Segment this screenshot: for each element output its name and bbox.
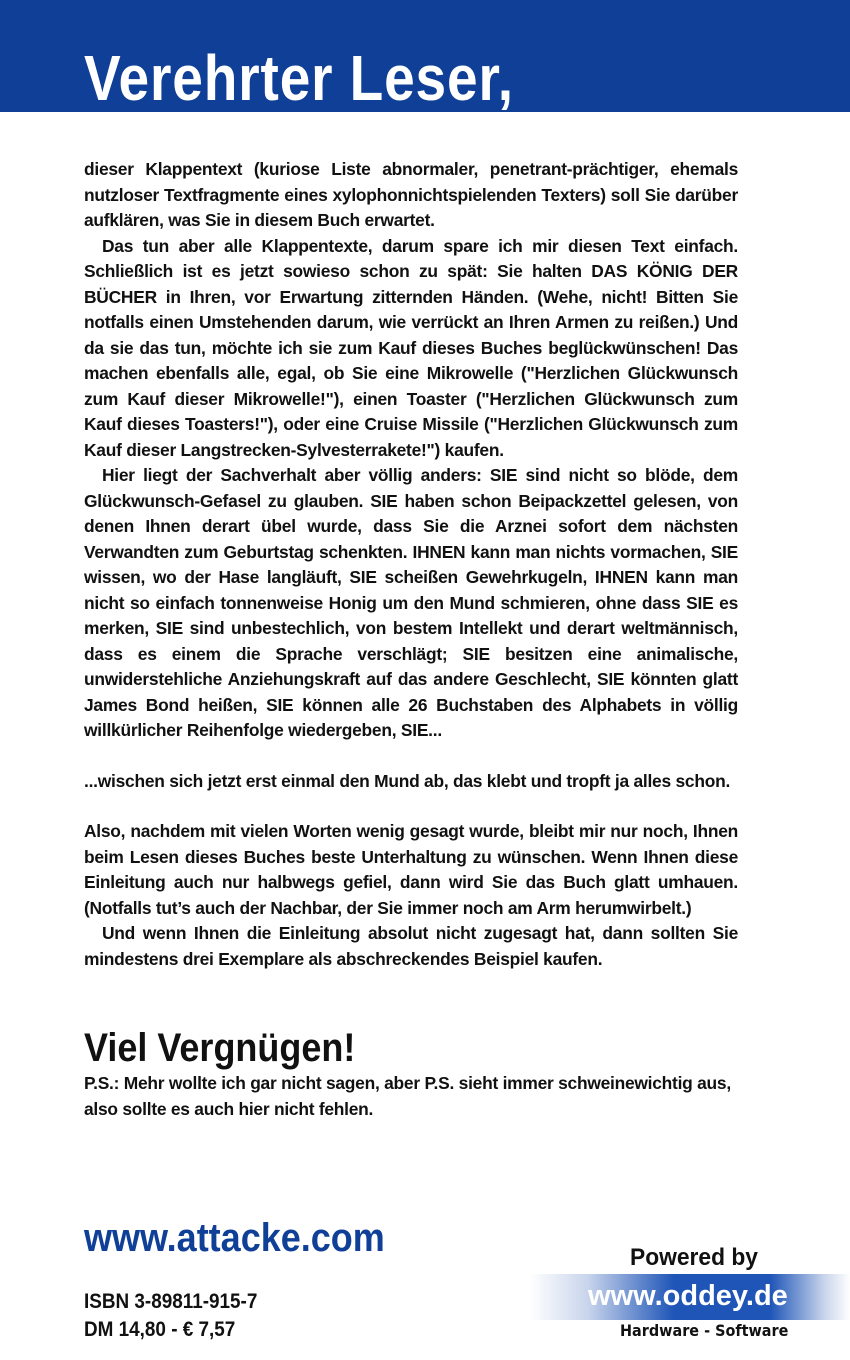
page-title: Verehrter Leser, xyxy=(84,42,514,112)
paragraph-intro: dieser Klappentext (kuriose Liste abnormaler, penetrant-prächtiger, ehemals nutzloser Textfragmente eines xylophonnichtspielenden Texters) soll Sie darüber aufklären, was Sie in diesem Buch erwartet. xyxy=(84,159,738,230)
paragraph-reader-praise: Hier liegt der Sachverhalt aber völlig anders: SIE sind nicht so blöde, dem Glückwunsch-Gefasel zu glauben. SIE haben schon Beipackzettel gelesen, von denen Ihnen derart übel wurde, dass Sie die Arznei sofort dem nächsten Verwandten zum Geburtstag schenkten. IHNEN kann man nichts vormachen, SIE wissen, wo der Hase langläuft, SIE scheißen Gewehrkugeln, IHNEN kann man nicht so einfach tonnenweise Honig um den Mund schmieren, ohne dass SIE es merken, SIE sind unbestechlich, von bestem Intellekt und derart weltmännisch, dass es einem die Sprache verschlägt; SIE besitzen eine animalische, unwiderstehliche Anziehungskraft auf das andere Geschlecht, SIE könnten glatt James Bond heißen, SIE können alle 26 Buchstaben des Alphabets in völlig willkürlicher Reihenfolge wiedergeben, SIE... xyxy=(84,465,738,740)
publisher-website[interactable]: www.attacke.com xyxy=(84,1216,385,1260)
paragraph-wish: Also, nachdem mit vielen Worten wenig gesagt wurde, bleibt mir nur noch, Ihnen beim Lesen dieses Buches beste Unterhaltung zu wünschen. Wenn Ihnen diese Einleitung auch nur halbwegs gefiel, dann wird Sie das Buch glatt umhauen. (Notfalls tut’s auch der Nachbar, der Sie immer noch am Arm herumwirbelt.) xyxy=(84,821,738,918)
blurb-text xyxy=(84,157,738,972)
paragraph-congratulations: Das tun aber alle Klappentexte, darum spare ich mir diesen Text einfach. Schließlich ist es jetzt sowieso schon zu spät: Sie halten DAS KÖNIG DER BÜCHER in Ihren, vor Erwartung zitternden Händen. (Wehe, nicht! Bitten Sie notfalls einen Umstehenden darum, wie verrückt an Ihren Armen zu reißen.) Und da sie das tun, möchte ich sie zum Kauf dieses Buches beglückwünschen! Das machen ebenfalls alle, egal, ob Sie eine Mikrowelle ("Herzlichen Glückwunsch zum Kauf dieser Mikrowelle!"), einen Toaster ("Herzlichen Glückwunsch zum Kauf dieses Toasters!"), oder eine Cruise Missile ("Herzlichen Glückwunsch zum Kauf dieser Langstrecken-Sylvesterrakete!") kaufen. xyxy=(84,235,738,460)
header-band xyxy=(0,0,850,112)
postscript: P.S.: Mehr wollte ich gar nicht sagen, aber P.S. sieht immer schweinewichtig aus, also sollte es auch hier nicht fehlen. xyxy=(84,1073,731,1119)
paragraph-punchline: ...wischen sich jetzt erst einmal den Mund ab, das klebt und tropft ja alles schon. xyxy=(84,770,731,791)
price: DM 14,80 - € 7,57 xyxy=(84,1318,236,1341)
paragraph-recommendation: Und wenn Ihnen die Einleitung absolut nicht zugesagt hat, dann sollten Sie mindestens drei Exemplare als abschreckendes Beispiel kaufen. xyxy=(84,923,738,969)
isbn: ISBN 3-89811-915-7 xyxy=(84,1290,258,1313)
closing-heading: Viel Vergnügen! xyxy=(84,1026,356,1070)
powered-by-label: Powered by xyxy=(630,1244,758,1271)
sponsor-website[interactable]: www.oddey.de xyxy=(588,1280,788,1312)
sponsor-tagline: Hardware - Software xyxy=(620,1321,789,1340)
